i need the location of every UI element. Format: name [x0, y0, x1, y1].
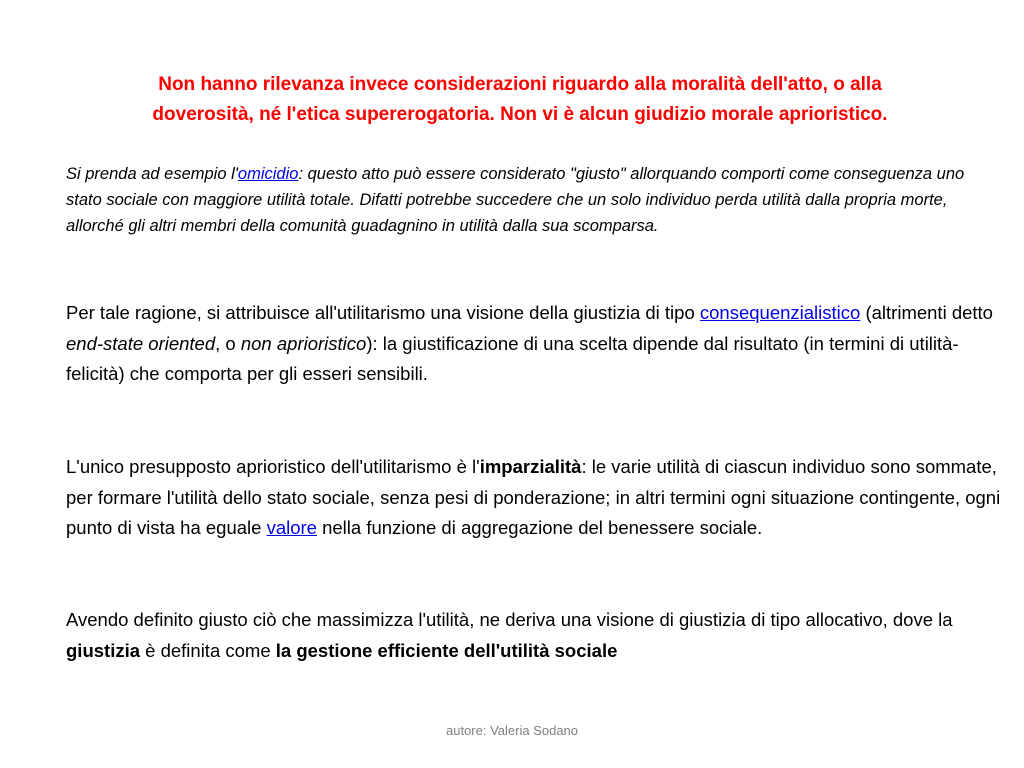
footer-author: autore: Valeria Sodano	[445, 723, 579, 738]
p2-text-1: L'unico presupposto aprioristico dell'utilitarismo è l'	[66, 456, 480, 477]
example-paragraph	[66, 161, 996, 239]
omicidio-link[interactable]: omicidio	[237, 165, 299, 183]
slide-heading	[70, 70, 970, 130]
p3-bold-2: la gestione efficiente dell'utilità sociale	[275, 639, 618, 661]
p3-bold-1: giustizia	[66, 639, 141, 661]
p1-text-1: Per tale ragione, si attribuisce all'utilitarismo una visione della giustizia di tipo	[66, 302, 700, 323]
example-text-before: Si prenda ad esempio l'	[66, 165, 238, 183]
p2-text-3: nella funzione di aggregazione del benessere sociale.	[316, 517, 763, 538]
p1-italic-1: end-state oriented	[66, 332, 216, 354]
consequenzialistico-link[interactable]: consequenzialistico	[699, 302, 861, 323]
paragraph-justice	[66, 605, 1001, 666]
p3-text-1: Avendo definito giusto ciò che massimizza l'utilità, ne deriva una visione di giustizia di tipo allocativo, dove la	[66, 609, 953, 630]
p2-bold-1: imparzialità	[479, 456, 582, 477]
p2-text-2: : le varie utilità di ciascun individuo sono sommate, per formare l'utilità dello stato sociale, senza pesi di ponderazione; in altri termini ogni situazione contingente, ogni punto di vista ha eguale	[66, 456, 1001, 538]
p1-text-3: , o	[215, 332, 241, 354]
p1-text-2: (altrimenti detto	[860, 302, 993, 323]
p1-text-4: ): la giustificazione di una scelta dipende dal risultato (in termini di utilità-felicità) che comporta per gli esseri sensibili.	[66, 332, 959, 384]
valore-link[interactable]: valore	[266, 517, 317, 538]
example-text-after: : questo atto può essere considerato "giusto" allorquando comporti come conseguenza uno stato sociale con maggiore utilità totale. Difatti potrebbe succedere che un solo individuo perda utilità dalla propria morte, allorché gli altri membri della comunità guadagnino in utilità dalla sua scomparsa.	[66, 165, 965, 235]
heading-line-1: Non hanno rilevanza invece considerazioni riguardo alla moralità dell'atto, o alla	[158, 74, 882, 95]
p1-italic-2: non aprioristico	[240, 332, 367, 354]
heading-line-2: doverosità, né l'etica supererogatoria. Non vi è alcun giudizio morale aprioristico.	[152, 104, 888, 125]
p3-text-2: è definita come	[140, 639, 276, 661]
paragraph-impartiality	[66, 452, 1001, 544]
paragraph-consequentialism	[66, 298, 1001, 390]
